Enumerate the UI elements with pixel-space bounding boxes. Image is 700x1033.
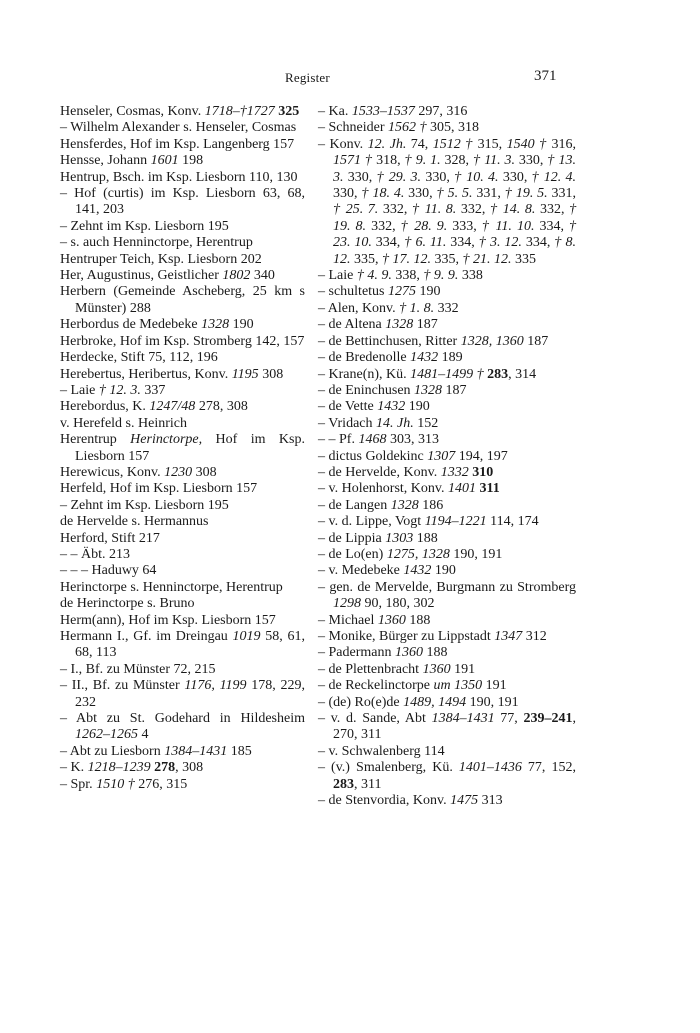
index-entry: Herfeld, Hof im Ksp. Liesborn 157 [60, 481, 258, 497]
index-entry: – Wilhelm Alexander s. Henseler, Cosmas [60, 120, 297, 136]
index-entry: Herebordus, K. 1247/48 278, 308 [60, 399, 248, 415]
index-entry: – – Äbt. 213 [60, 546, 130, 562]
index-entry: – de Lippia 1303 188 [318, 530, 438, 546]
index-column-right [318, 104, 576, 809]
index-entry: – I., Bf. zu Münster 72, 215 [60, 661, 216, 677]
index-entry: Henseler, Cosmas, Konv. 1718–†1727 325 [60, 104, 300, 119]
page-number: 371 [534, 68, 557, 84]
index-entry: – Vridach 14. Jh. 152 [318, 415, 439, 431]
index-entry: – Alen, Konv. † 1. 8. 332 [318, 300, 459, 316]
index-entry: Hensferdes, Hof im Ksp. Langenberg 157 [60, 136, 295, 152]
index-entry: – v. Holenhorst, Konv. 1401 311 [318, 481, 500, 497]
index-entry: Hentruper Teich, Ksp. Liesborn 202 [60, 251, 262, 267]
index-entry: – Zehnt im Ksp. Liesborn 195 [60, 497, 229, 513]
index-entry: – Konv. 12. Jh. 74, 1512 † 315, 1540 † 316, 1571 † 318, † 9. 1. 328, † 11. 3. 330, † 13. 3. 330, † 29. 3. 330, † 10. 4. 330, † 12. 4. 330, † 18. 4. 330, † 5. 5. 331, † 19. 5. 331, † 25. 7. 332, † 11. 8. 332, † 14. 8. 332, † 19. 8. 332, † 28. 9. 333, † 11. 10. 334, † 23. 10. 334, † 6. 11. 334, † 3. 12. 334, † 8. 12. 335, † 17. 12. 335, † 21. 12. 335 [318, 136, 577, 267]
index-entry: – (de) Ro(e)de 1489, 1494 190, 191 [318, 694, 519, 710]
index-column-left [60, 104, 305, 793]
index-entry: Herbroke, Hof im Ksp. Stromberg 142, 157 [60, 333, 305, 349]
index-entry: Herdecke, Stift 75, 112, 196 [60, 350, 218, 366]
index-entry: – Laie † 4. 9. 338, † 9. 9. 338 [318, 268, 483, 284]
index-entry: – de Hervelde, Konv. 1332 310 [318, 464, 494, 480]
index-entry: – Ka. 1533–1537 297, 316 [318, 104, 468, 119]
index-entry: – de Altena 1328 187 [318, 317, 438, 333]
index-entry: Hensse, Johann 1601 198 [60, 153, 204, 169]
index-entry: Herebertus, Heribertus, Konv. 1195 308 [60, 366, 284, 382]
index-entry: – Zehnt im Ksp. Liesborn 195 [60, 218, 229, 234]
index-entry: – de Lo(en) 1275, 1328 190, 191 [318, 546, 503, 562]
index-entry: – de Vette 1432 190 [318, 399, 430, 415]
index-entry: – de Stenvordia, Konv. 1475 313 [318, 793, 503, 809]
index-entry: – Hof (curtis) im Ksp. Liesborn 63, 68, 141, 203 [60, 186, 305, 218]
index-entry: Herewicus, Konv. 1230 308 [60, 464, 217, 480]
index-entry: – Padermann 1360 188 [318, 645, 448, 661]
index-entry: – v. d. Lippe, Vogt 1194–1221 114, 174 [318, 514, 539, 530]
index-entry: de Hervelde s. Hermannus [60, 514, 209, 530]
index-entry: – Abt zu Liesborn 1384–1431 185 [60, 743, 252, 759]
index-entry: – (v.) Smalenberg, Kü. 1401–1436 77, 152, 283, 311 [318, 760, 576, 792]
index-entry: – v. Medebeke 1432 190 [318, 563, 456, 579]
index-entry: – de Reckelinctorpe um 1350 191 [318, 678, 507, 694]
index-entry: – – Pf. 1468 303, 313 [318, 432, 439, 448]
index-entry: Hentrup, Bsch. im Ksp. Liesborn 110, 130 [60, 169, 298, 185]
index-entry: Herinctorpe s. Henninctorpe, Herentrup [60, 579, 283, 595]
index-entry: – v. d. Sande, Abt 1384–1431 77, 239–241, 270, 311 [318, 711, 576, 743]
index-entry: – Schneider 1562 † 305, 318 [318, 120, 479, 136]
index-entry: – Krane(n), Kü. 1481–1499 † 283, 314 [318, 366, 537, 382]
index-entry: – dictus Goldekinc 1307 194, 197 [318, 448, 508, 464]
index-entry: Her, Augustinus, Geistlicher 1802 340 [60, 268, 275, 284]
running-title: Register [285, 70, 330, 85]
index-entry: de Herinctorpe s. Bruno [60, 596, 195, 612]
index-entry: v. Herefeld s. Heinrich [60, 415, 187, 431]
index-entry: – de Eninchusen 1328 187 [318, 382, 467, 398]
index-entry: – de Bettinchusen, Ritter 1328, 1360 187 [318, 333, 549, 349]
index-entry: – v. Schwalenberg 114 [318, 743, 445, 759]
index-entry: – Laie † 12. 3. 337 [60, 382, 166, 398]
index-entry: – Spr. 1510 † 276, 315 [60, 776, 188, 792]
index-entry: – schultetus 1275 190 [318, 284, 441, 300]
index-entry: – gen. de Mervelde, Burgmann zu Stromberg 1298 90, 180, 302 [318, 579, 576, 612]
index-entry: – – – Haduwy 64 [60, 563, 157, 579]
index-entry: – de Bredenolle 1432 189 [318, 350, 463, 366]
index-entry: Hermann I., Gf. im Dreingau 1019 58, 61, 68, 113 [60, 629, 306, 661]
index-entry: Herbern (Gemeinde Ascheberg, 25 km s Münster) 288 [60, 284, 305, 316]
index-entry: Herford, Stift 217 [60, 530, 160, 546]
index-entry: – Monike, Bürger zu Lippstadt 1347 312 [318, 629, 547, 644]
index-entry: Herm(ann), Hof im Ksp. Liesborn 157 [60, 612, 276, 628]
index-entry: – de Langen 1328 186 [318, 497, 444, 513]
index-entry: – Abt zu St. Godehard in Hildesheim 1262–1265 4 [60, 711, 305, 743]
index-entry: Herbordus de Medebeke 1328 190 [60, 317, 254, 333]
page-header [0, 70, 700, 90]
index-entry: – K. 1218–1239 278, 308 [60, 760, 204, 776]
index-entry: – II., Bf. zu Münster 1176, 1199 178, 229, 232 [60, 678, 305, 710]
index-entry: – s. auch Henninctorpe, Herentrup [60, 235, 253, 251]
index-entry: – de Plettenbracht 1360 191 [318, 661, 476, 677]
index-entry: Herentrup Herinctorpe, Hof im Ksp. Liesborn 157 [60, 432, 305, 464]
index-entry: – Michael 1360 188 [318, 612, 431, 628]
